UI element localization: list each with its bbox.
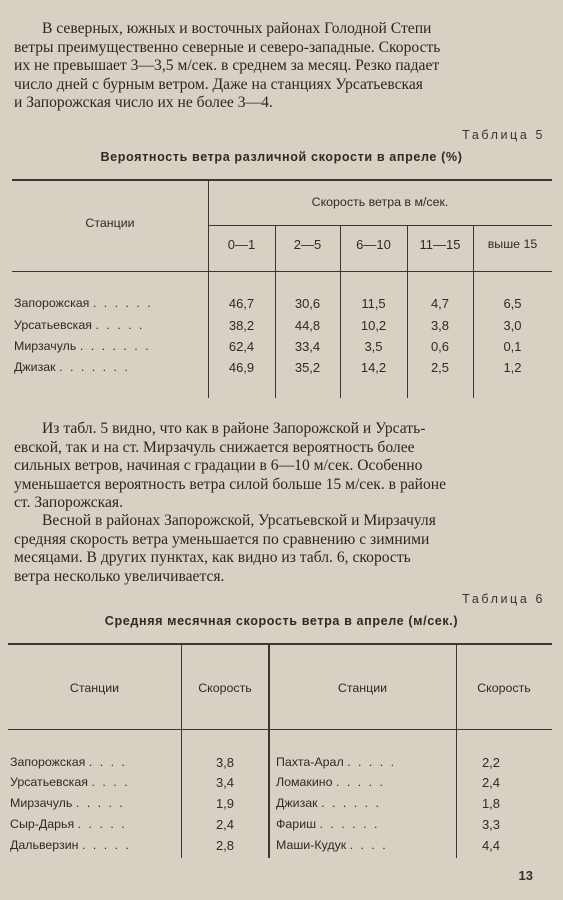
text-line: число дней с бурным ветром. Даже на станциях Урсатьевская (14, 75, 423, 93)
station-name: Фариш (276, 817, 317, 831)
table-cell: 3,5 (364, 339, 383, 354)
leader-dots: . . . . . . . (79, 339, 151, 353)
text-line: их не превышает 3—3,5 м/сек. в среднем за месяц. Резко падает (14, 57, 440, 75)
leader-dots: . . . . (91, 775, 130, 789)
table-cell: 46,7 (228, 296, 255, 311)
paragraph-analysis (14, 420, 544, 513)
table6-header-speed-left: Скорость (198, 681, 252, 695)
station-name: Мирзачуль (10, 796, 73, 810)
station-name: Запорожская (10, 755, 86, 769)
table6-caption: Средняя месячная скорость ветра в апреле (м/сек.) (104, 614, 459, 628)
station-name: Джизак (14, 360, 56, 374)
table-cell: 1,9 (215, 796, 235, 811)
station-name: Мирзачуль (14, 339, 77, 353)
table-cell: 0,1 (503, 339, 522, 354)
table-cell: 14,2 (360, 360, 387, 375)
page-number: 13 (518, 868, 533, 883)
table-cell: 3,3 (481, 817, 501, 832)
table-cell: 10,2 (360, 318, 387, 333)
leader-dots: . . . . . (335, 775, 385, 789)
table6-header-speed-right: Скорость (477, 681, 531, 695)
text-line: месяцами. В других пунктах, как видно из табл. 6, скорость (14, 549, 411, 567)
table-cell: 1,2 (503, 360, 522, 375)
leader-dots: . . . . . . (319, 817, 380, 831)
text-line: сильных ветров, начиная с градации в 6—10 м/сек. Особенно (14, 457, 423, 475)
text-line: Из табл. 5 видно, что как в районе Запорожской и Урсать- (42, 420, 426, 437)
leader-dots: . . . . . . . (59, 360, 130, 374)
text-line: ст. Запорожская. (14, 494, 123, 512)
table-cell: 3,8 (215, 755, 235, 770)
table5-col-header: 6—10 (356, 237, 391, 252)
table-cell: 3,8 (430, 318, 450, 333)
station-name: Сыр-Дарья (10, 817, 75, 831)
table5-caption: Вероятность ветра различной скорости в апреле (%) (100, 150, 463, 164)
text-line: и Запорожская число их не более 3—4. (14, 94, 273, 112)
table-cell: 0,6 (430, 339, 450, 354)
table-cell: 2,2 (481, 755, 501, 770)
table6-number: Таблица 6 (462, 592, 545, 606)
table6-header-station-right: Станции (337, 681, 388, 695)
table-cell: 2,4 (215, 817, 235, 832)
text-line: ветра несколько увеличивается. (14, 567, 225, 585)
table-cell: 33,4 (294, 339, 321, 354)
table-cell: 6,5 (503, 296, 522, 311)
table-cell: 30,6 (294, 296, 321, 311)
station-name: Ломакино (276, 775, 333, 789)
table-cell: 2,8 (215, 838, 235, 853)
text-line: средняя скорость ветра уменьшается по сравнению с зимними (14, 530, 430, 548)
table6-header-station-left: Станции (69, 681, 120, 695)
table-cell: 11,5 (361, 296, 386, 311)
paragraph-spring (14, 512, 544, 586)
text-line: уменьшается вероятность ветра силой больше 15 м/сек. в районе (14, 475, 447, 493)
table-cell: 44,8 (294, 318, 321, 333)
table5-col-header: 0—1 (227, 237, 256, 252)
table5-number: Таблица 5 (462, 128, 545, 142)
table-cell: 3,0 (503, 318, 522, 333)
leader-dots: . . . . (88, 755, 127, 769)
table-cell: 4,7 (430, 296, 450, 311)
leader-dots: . . . . (349, 838, 388, 852)
table-cell: 2,5 (430, 360, 450, 375)
text-line: Весной в районах Запорожской, Урсатьевской и Мирзачуля (42, 512, 436, 529)
table5-col-header: выше 15 (487, 237, 538, 251)
leader-dots: . . . . . (75, 796, 125, 810)
table5-col-header: 2—5 (293, 237, 322, 252)
table5-col-header: 11—15 (419, 237, 461, 252)
leader-dots: . . . . . (347, 755, 397, 769)
table-cell: 3,4 (215, 775, 235, 790)
station-name: Дальверзин (10, 838, 79, 852)
text-line: В северных, южных и восточных районах Голодной Степи (42, 20, 432, 37)
paragraph-intro (14, 20, 544, 113)
table-cell: 62,4 (228, 339, 255, 354)
table-cell: 1,8 (481, 796, 501, 811)
station-name: Маши-Кудук (276, 838, 347, 852)
station-name: Урсатьевская (10, 775, 88, 789)
text-line: ветры преимущественно северные и северо-западные. Скорость (14, 38, 441, 56)
table5-speed-header: Скорость ветра в м/сек. (311, 195, 449, 209)
leader-dots: . . . . . (77, 817, 127, 831)
leader-dots: . . . . . (81, 838, 131, 852)
station-name: Запорожская (14, 296, 90, 310)
text-line: евской, так и на ст. Мирзачуль снижается вероятность более (14, 438, 415, 456)
station-name: Джизак (276, 796, 318, 810)
leader-dots: . . . . . . (92, 296, 153, 310)
leader-dots: . . . . . (95, 318, 145, 332)
table-cell: 46,9 (228, 360, 255, 375)
station-name: Пахта-Арал (276, 755, 344, 769)
leader-dots: . . . . . . (321, 796, 381, 810)
table5-station-header: Станции (85, 216, 135, 230)
table-cell: 4,4 (481, 838, 501, 853)
station-name: Урсатьевская (14, 318, 92, 332)
table-cell: 35,2 (294, 360, 321, 375)
table-cell: 38,2 (228, 318, 255, 333)
table-cell: 2,4 (481, 775, 501, 790)
